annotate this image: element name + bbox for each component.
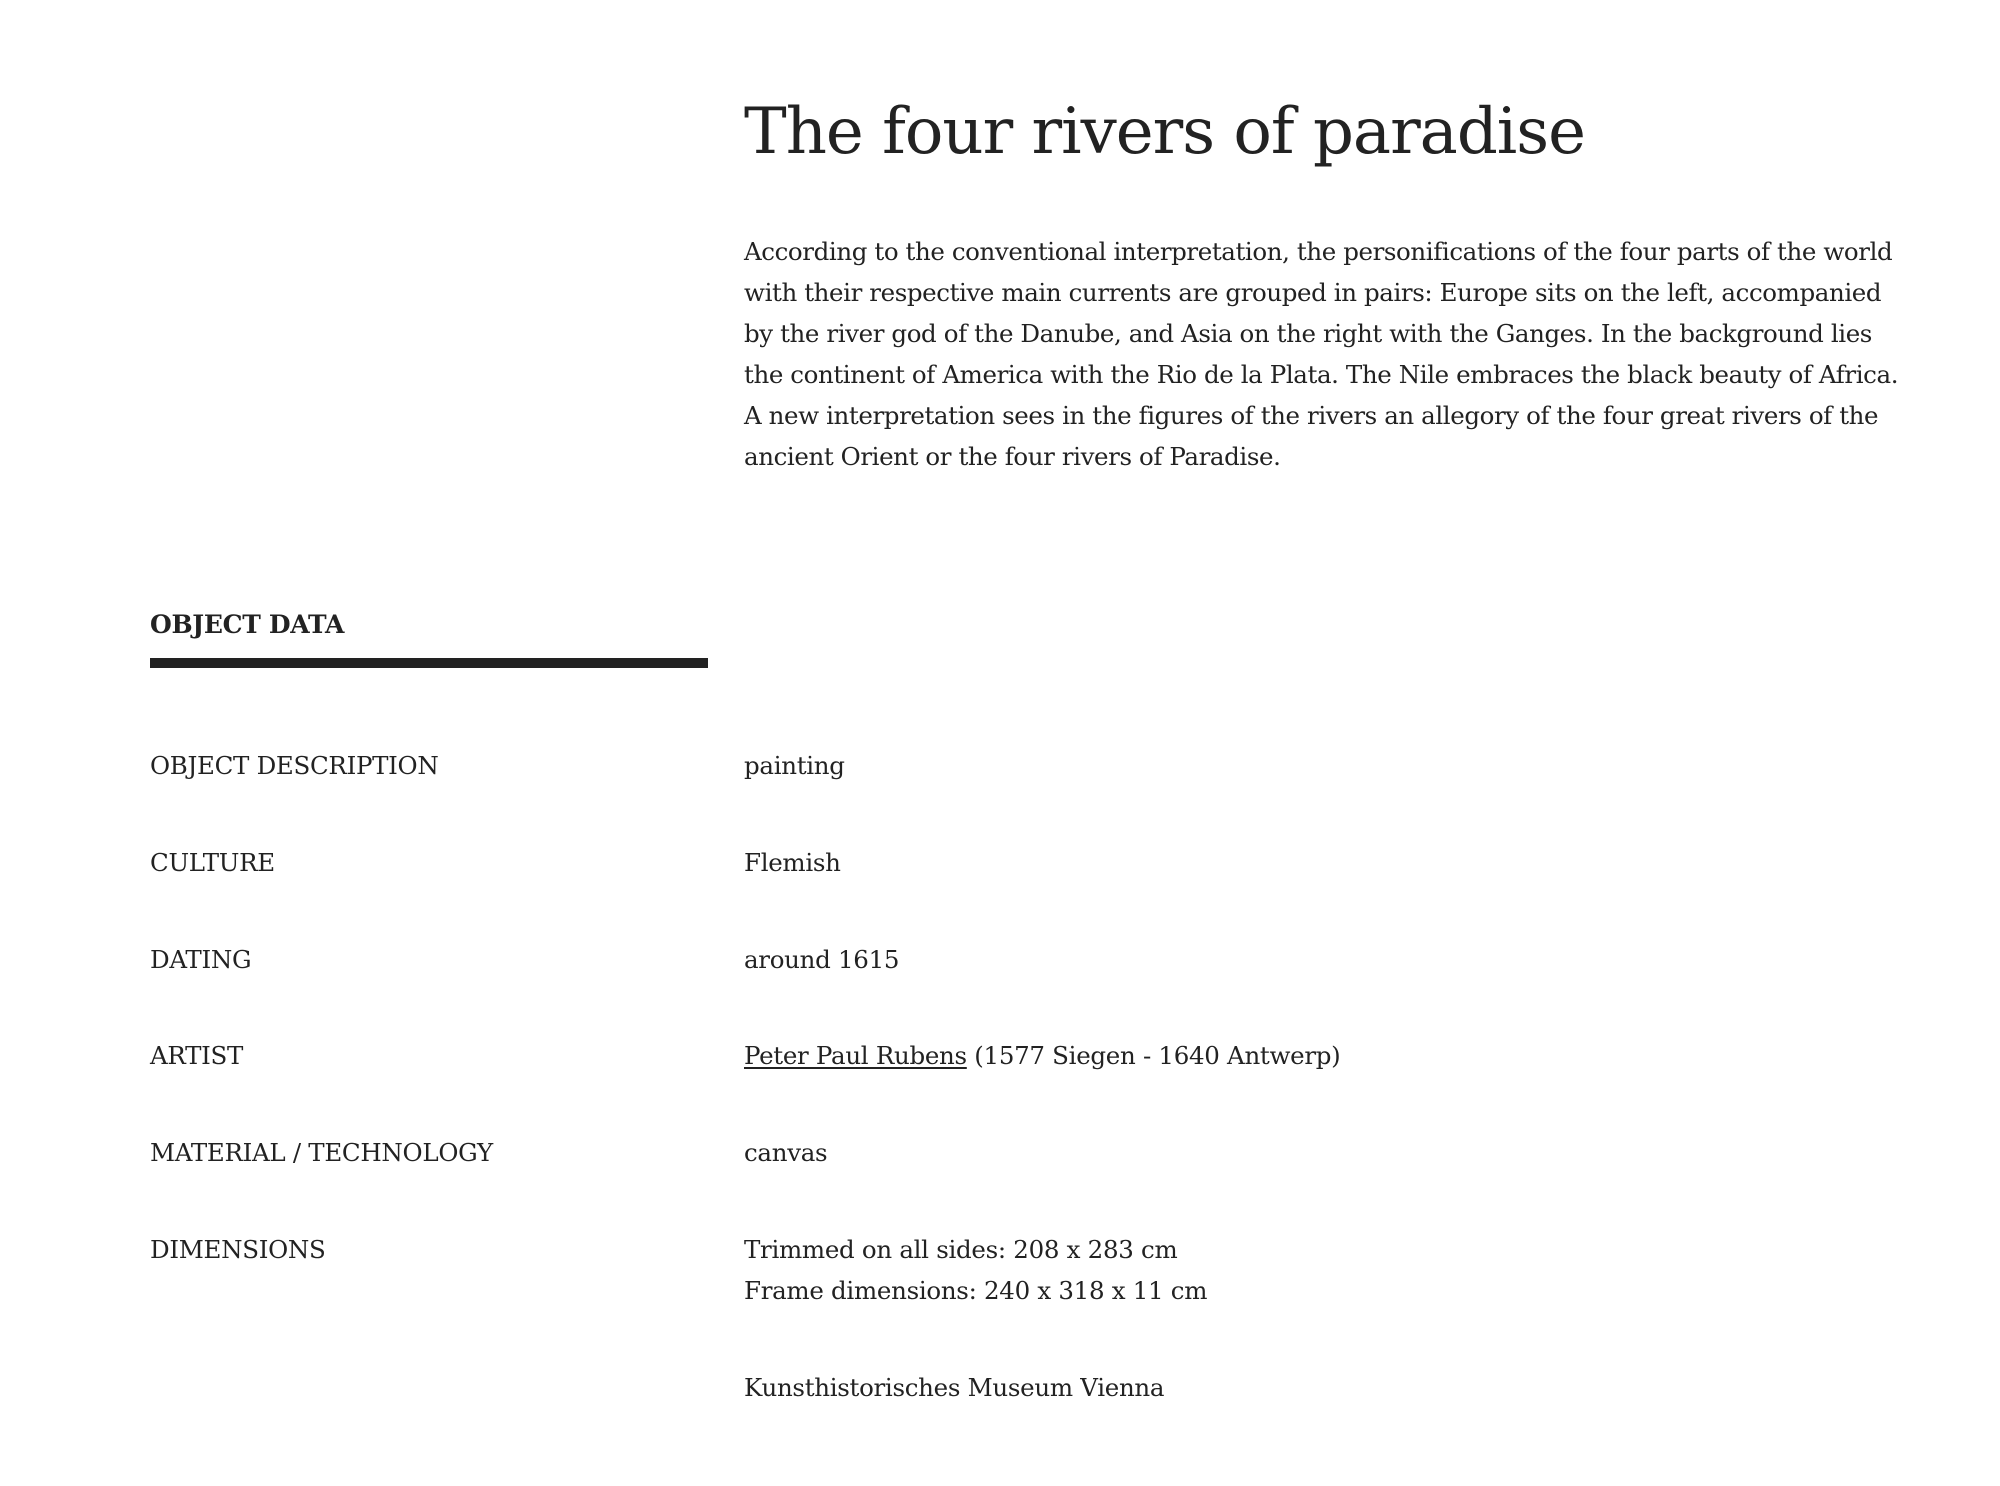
artist-link[interactable]: Peter Paul Rubens — [744, 1041, 967, 1070]
dimensions-trimmed: Trimmed on all sides: 208 x 283 cm — [744, 1235, 1178, 1264]
object-data-heading: OBJECT DATA — [150, 610, 345, 639]
material-value: canvas — [744, 1138, 828, 1167]
culture-label: CULTURE — [150, 848, 275, 877]
institution-name: Kunsthistorisches Museum Vienna — [744, 1373, 1165, 1402]
dimensions-label: DIMENSIONS — [150, 1235, 326, 1264]
section-divider — [150, 658, 708, 668]
culture-value: Flemish — [744, 848, 841, 877]
dimensions-frame: Frame dimensions: 240 x 318 x 11 cm — [744, 1276, 1208, 1305]
artwork-title: The four rivers of paradise — [744, 95, 1585, 169]
material-label: MATERIAL / TECHNOLOGY — [150, 1138, 493, 1167]
artist-label: ARTIST — [150, 1041, 244, 1070]
object-description-value: painting — [744, 751, 845, 780]
artist-life-dates: (1577 Siegen - 1640 Antwerp) — [966, 1041, 1341, 1070]
artist-value — [744, 1035, 1340, 1076]
artwork-description: According to the conventional interpretation, the personifications of the four parts of the world with their respective main currents are grouped in pairs: Europe sits on the left, accompanied by the river god of the Danube, and Asia on the right with the Ganges. In the background lies the continent of America with the Rio de la Plata. The Nile embraces the black beauty of Africa. A new interpretation sees in the figures of the rivers an allegory of the four great rivers of the ancient Orient or the four rivers of Paradise. — [744, 237, 1899, 471]
dating-value: around 1615 — [744, 945, 900, 974]
object-description-label: OBJECT DESCRIPTION — [150, 751, 439, 780]
dating-label: DATING — [150, 945, 252, 974]
